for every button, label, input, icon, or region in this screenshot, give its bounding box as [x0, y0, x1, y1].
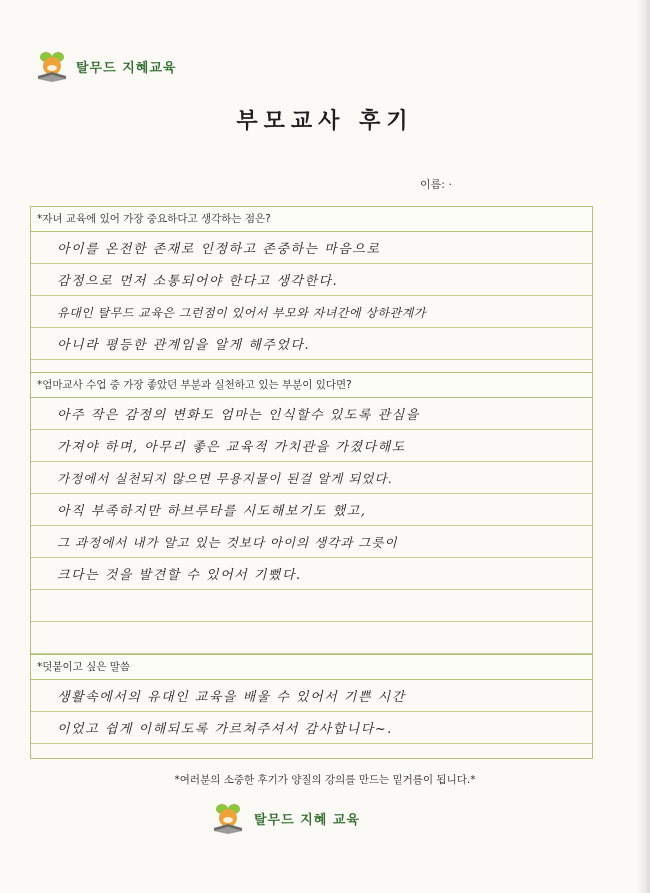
handwritten-text: 크다는 것을 발견할 수 있어서 기뻤다. [57, 568, 302, 583]
logo-bottom [210, 800, 360, 836]
handwritten-text: 아이를 온전한 존재로 인정하고 존중하는 마음으로 [57, 242, 381, 257]
answer-line [31, 558, 592, 590]
scan-edge-shadow [636, 0, 650, 893]
handwritten-text: 가정에서 실천되지 않으면 무용지물이 된걸 알게 되었다. [57, 471, 393, 486]
name-field-label: 이름: · [420, 178, 452, 191]
section-important-points [30, 206, 593, 383]
answer-line [31, 232, 592, 264]
section-favorite-part [30, 372, 593, 679]
handwritten-text: 가져야 하며, 아무리 좋은 교육적 가치관을 가졌다해도 [57, 440, 406, 455]
answer-line [31, 430, 592, 462]
page-title: 부모교사 후기 [236, 109, 414, 134]
answer-line [31, 328, 592, 360]
section-heading: *덧붙이고 싶은 말씀 [31, 655, 592, 680]
brand-name-top: 탈무드 지혜교육 [76, 60, 177, 76]
answer-line [31, 712, 592, 744]
handwritten-text: 아니라 평등한 관계임을 알게 해주었다. [57, 338, 311, 353]
handwritten-text: 생활속에서의 유대인 교육을 배울 수 있어서 기쁜 시간 [57, 690, 406, 705]
answer-line [31, 494, 592, 526]
handwritten-text: 이었고 쉽게 이해되도록 가르쳐주셔서 감사합니다~. [57, 722, 393, 737]
section-heading: *자녀 교육에 있어 가장 중요하다고 생각하는 점은? [31, 207, 592, 232]
answer-line [31, 462, 592, 494]
section-heading: *엄마교사 수업 중 가장 좋았던 부분과 실천하고 있는 부분이 있다면? [31, 373, 592, 398]
answer-line [31, 398, 592, 430]
section-additional-comments [30, 654, 593, 759]
answer-line [31, 296, 592, 328]
talmud-book-character-icon [34, 48, 70, 84]
handwritten-text: 감정으로 먼저 소통되어야 한다고 생각한다. [57, 274, 339, 289]
answer-line [31, 526, 592, 558]
answer-line [31, 622, 592, 654]
brand-name-bottom: 탈무드 지혜 교육 [254, 812, 360, 828]
handwritten-text: 유대인 탈무드 교육은 그런점이 있어서 부모와 자녀간에 상하관계가 [57, 306, 426, 320]
answer-line [31, 680, 592, 712]
handwritten-text: 아주 작은 감정의 변화도 엄마는 인식할수 있도록 관심을 [57, 408, 420, 423]
handwritten-text: 그 과정에서 내가 알고 있는 것보다 아이의 생각과 그릇이 [57, 535, 398, 550]
answer-line [31, 590, 592, 622]
footer-note: *여러분의 소중한 후기가 양질의 강의를 만드는 밑거름이 됩니다.* [174, 774, 476, 786]
logo-top [34, 48, 176, 84]
talmud-book-character-icon [210, 800, 246, 836]
answer-line [31, 264, 592, 296]
answer-line [31, 744, 592, 758]
handwritten-text: 아직 부족하지만 하브루타를 시도해보기도 했고, [57, 504, 367, 519]
